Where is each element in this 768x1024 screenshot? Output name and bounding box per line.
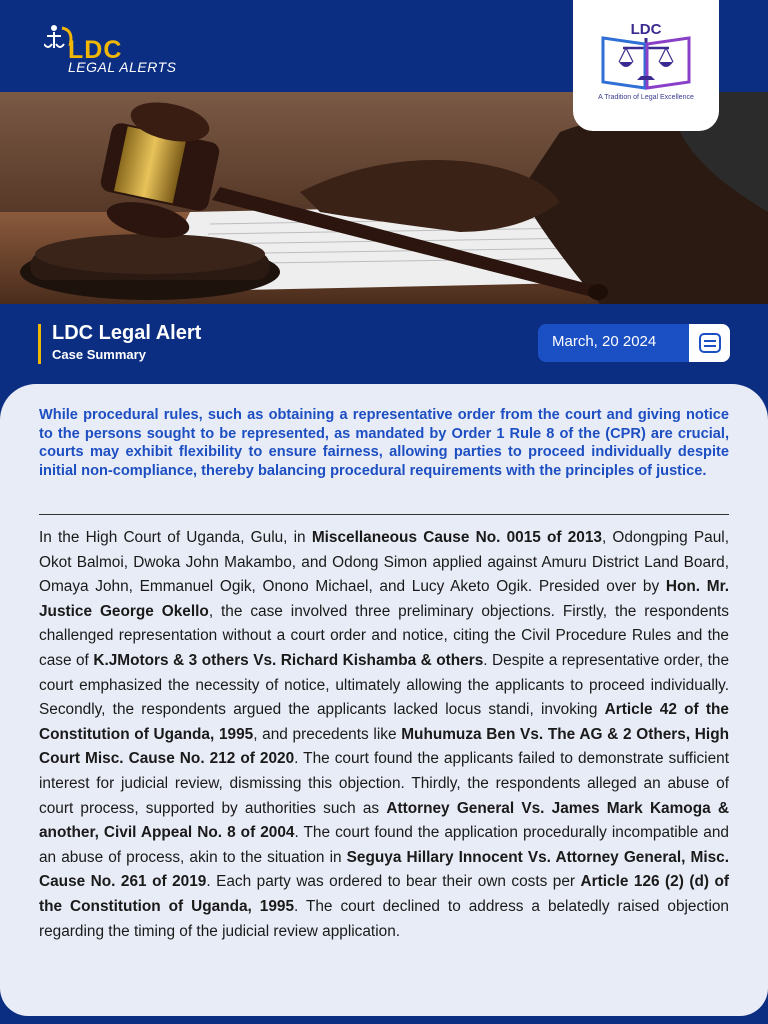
logo-ldc-text: LDC xyxy=(630,21,662,38)
alert-banner xyxy=(0,304,768,384)
body-text-segment: , and precedents like xyxy=(253,725,402,743)
divider xyxy=(39,514,729,515)
case-body-text xyxy=(39,526,729,944)
banner-accent-bar xyxy=(38,324,41,364)
brand-ldc-text: LDC xyxy=(68,36,123,64)
ldc-logo-card xyxy=(573,0,719,131)
case-citation: Miscellaneous Cause No. 0015 of 2013 xyxy=(311,529,602,546)
body-text-segment: , Odongping Paul, Okot Balmoi, Dwoka John Makambo, and Odong Simon applied against Amuru District Land Board, Omaya John, Emmanuel Ogik, Onono Michael, and Lucy Aketo Ogik. Presided over by xyxy=(39,529,729,596)
case-citation: Seguya Hillary Innocent Vs. Attorney General, Misc. Cause No. 261 of 2019 xyxy=(39,848,729,891)
content-panel xyxy=(0,384,768,1016)
banner-subtitle: Case Summary xyxy=(52,347,146,362)
body-text-segment: . The court found the application procedurally incompatible and an abuse of process, akin to the situation in xyxy=(39,824,729,866)
body-text-segment: . Each party was ordered to bear their own costs per xyxy=(206,873,581,891)
case-citation: Muhumuza Ben Vs. The AG & 2 Others, High Court Misc. Cause No. 212 of 2020 xyxy=(39,725,729,768)
brand-logo[interactable] xyxy=(44,22,224,78)
body-text-segment: , the case involved three preliminary objections. Firstly, the respondents challenged representation without a court order and notice, citing the Civil Procedure Rules and the case of xyxy=(39,602,729,669)
statute-citation: Article 126 (2) (d) of the Constitution of Uganda, 1995 xyxy=(39,873,729,915)
brand-subtitle: LEGAL ALERTS xyxy=(68,59,177,75)
banner-title: LDC Legal Alert xyxy=(52,322,202,344)
calendar-icon[interactable] xyxy=(689,324,730,362)
case-summary-highlight: While procedural rules, such as obtaining a representative order from the court and giving notice to the persons sought to be represented, as mandated by Order 1 Rule 8 of the (CPR) are crucial, courts may exhibit flexibility to ensure fairness, allowing parties to proceed individually despite initial non-compliance, thereby balancing procedural requirements with the principles of justice. xyxy=(39,407,729,479)
body-text-segment: . Despite a representative order, the court emphasized the necessity of notice, ultimately allowing the applicants to proceed individually. Secondly, the respondents argued the applicants lacked locus standi, invoking xyxy=(39,651,730,719)
body-text-segment: . The court declined to address a belatedly raised objection regarding the timing of the judicial review application. xyxy=(39,897,729,940)
logo-tagline: A Tradition of Legal Excellence xyxy=(598,94,694,101)
body-text-segment: . The court found the applicants failed to demonstrate sufficient interest for judicial review, dismissing this objection. Thirdly, the respondents alleged an abuse of court process, supported by authorities such as xyxy=(39,750,729,817)
case-citation: K.JMotors & 3 others Vs. Richard Kishamba & others xyxy=(93,651,484,669)
judge-name: Hon. Mr. Justice George Okello xyxy=(39,578,729,620)
date-pill xyxy=(538,324,730,362)
case-citation: Attorney General Vs. James Mark Kamoga & another, Civil Appeal No. 8 of 2004 xyxy=(39,799,729,842)
body-text-segment: In the High Court of Uganda, Gulu, in xyxy=(39,529,312,546)
date-text: March, 20 2024 xyxy=(552,333,657,350)
statute-citation: Article 42 of the Constitution of Uganda, 1995 xyxy=(39,701,729,743)
